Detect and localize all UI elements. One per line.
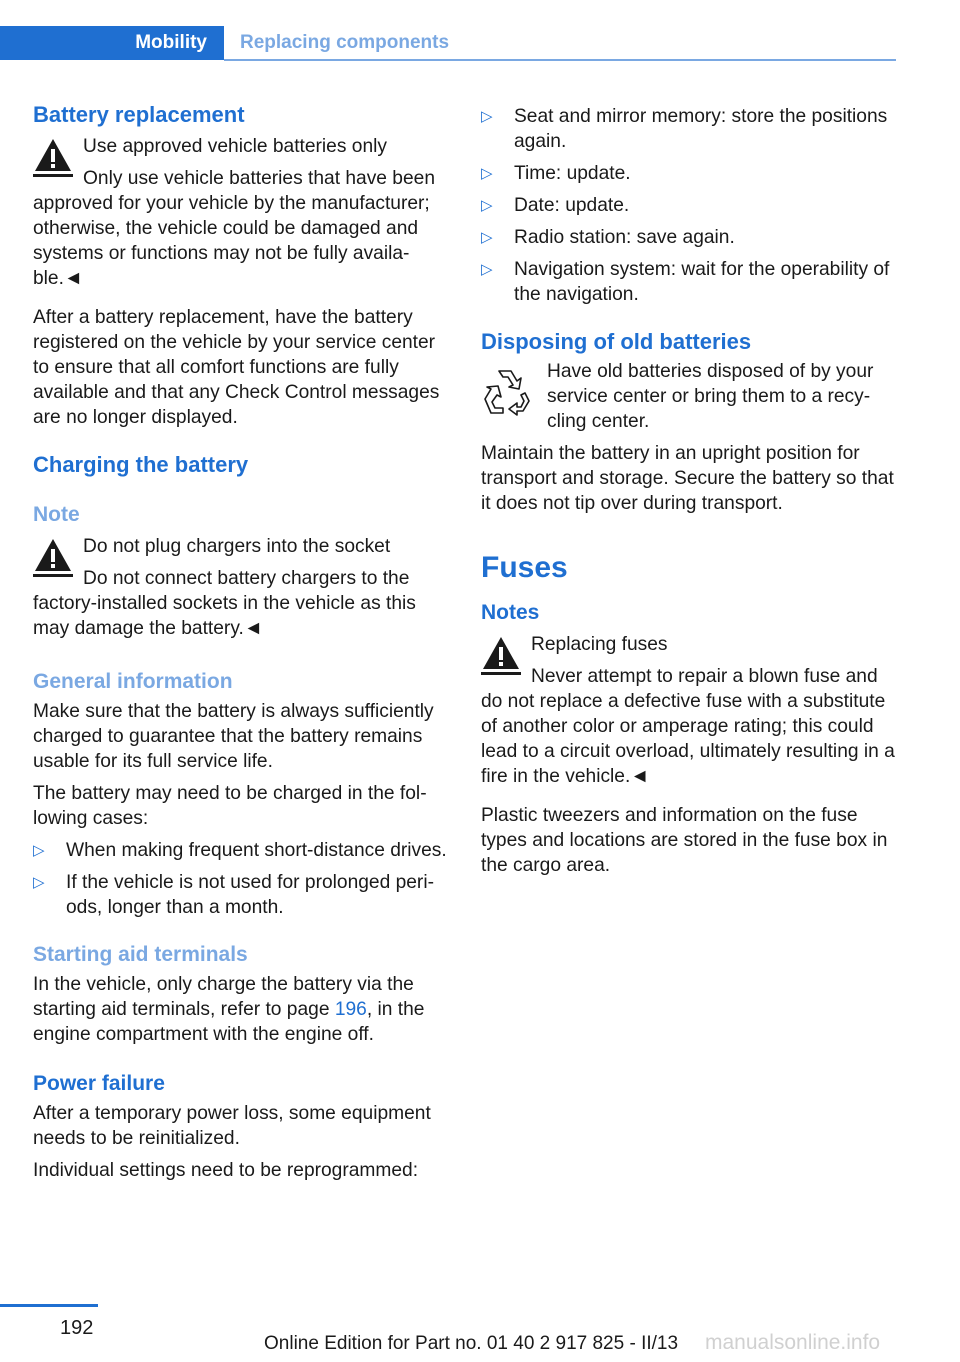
list-item-text: Seat and mirror memory: store the positions again. xyxy=(514,106,888,152)
reprogram-intro: Individual settings need to be reprogrammed: xyxy=(33,1160,419,1181)
heading-charging-battery: Charging the battery xyxy=(33,452,249,477)
warning-title: Replacing fuses xyxy=(531,634,668,655)
triangle-bullet-icon: ▷ xyxy=(481,261,493,278)
battery-registration-text: After a battery replacement, have the battery registered on the vehicle by your service center to ensure that all comfort functions are fully available and that any Check Control messages are no longer displayed. xyxy=(33,307,440,428)
list-item-text: Radio station: save again. xyxy=(514,227,735,248)
page-number: 192 xyxy=(60,1317,94,1339)
heading-note: Note xyxy=(33,503,80,526)
heading-starting-aid-terminals: Starting aid terminals xyxy=(33,943,248,966)
list-item xyxy=(33,838,451,863)
heading-fuses: Fuses xyxy=(481,551,568,584)
heading-notes: Notes xyxy=(481,601,540,624)
warning-triangle-icon xyxy=(33,135,73,177)
running-header xyxy=(0,26,896,62)
warning-triangle-icon xyxy=(481,633,521,675)
section-tab-mobility xyxy=(0,26,224,60)
list-item-text: Time: update. xyxy=(514,163,631,184)
fuses-body: Plastic tweezers and information on the fuse types and locations are stored in the fuse box in the cargo area. xyxy=(481,805,888,876)
warning-body: Never attempt to repair a blown fuse and do not replace a defective fuse with a substitute of another color or amperage rating; this could lead to a circuit overload, ultimately resulting in a fire in the vehicle.◄ xyxy=(481,666,895,787)
triangle-bullet-icon: ▷ xyxy=(481,165,493,182)
list-item-text: When making frequent short-distance drives. xyxy=(66,840,447,861)
right-column xyxy=(481,104,899,878)
warning-triangle-icon xyxy=(33,535,73,577)
starting-aid-text xyxy=(33,972,451,1047)
watermark: manualsonline.info xyxy=(705,1331,881,1354)
list-item xyxy=(481,161,899,186)
recycling-note-text: Have old batteries disposed of by your service center or bring them to a recy‐cling center. xyxy=(547,361,874,432)
list-item-text: Date: update. xyxy=(514,195,630,216)
list-item xyxy=(481,104,899,154)
list-item xyxy=(33,870,451,920)
recycling-note xyxy=(481,359,899,434)
header-rule xyxy=(224,59,896,61)
heading-battery-replacement: Battery replacement xyxy=(33,102,245,127)
recycling-icon xyxy=(481,365,533,417)
reprogram-list xyxy=(481,104,899,307)
left-column xyxy=(33,100,451,1183)
triangle-bullet-icon: ▷ xyxy=(481,108,493,125)
list-item xyxy=(481,193,899,218)
triangle-bullet-icon: ▷ xyxy=(33,874,45,891)
page-reference-link[interactable]: 196 xyxy=(334,999,367,1020)
chapter-label: Replacing components xyxy=(240,32,450,53)
warning-title: Do not plug chargers into the socket xyxy=(83,536,391,557)
charging-cases-intro: The battery may need to be charged in the fol‐lowing cases: xyxy=(33,783,427,829)
list-item-text: If the vehicle is not used for prolonged peri‐ods, longer than a month. xyxy=(66,872,434,918)
warning-body-first: Only use vehicle batteries that have been approved for your vehicle by the manufacturer; otherwise, the vehicle could be damaged and systems or functions may not be fully availa‐ble.◄ xyxy=(33,168,435,289)
starting-aid-text-after: , in the engine compartment with the engine off. xyxy=(33,999,425,1045)
heading-disposing-batteries: Disposing of old batteries xyxy=(481,329,752,354)
edition-note: Online Edition for Part no. 01 40 2 917 825 - II/13 xyxy=(264,1333,679,1354)
charging-cases-list xyxy=(33,838,451,920)
starting-aid-text-before: In the vehicle, only charge the battery via the starting aid terminals, refer to page xyxy=(33,974,414,1020)
triangle-bullet-icon: ▷ xyxy=(481,197,493,214)
section-label: Mobility xyxy=(135,32,207,53)
triangle-bullet-icon: ▷ xyxy=(33,842,45,859)
general-info-text: Make sure that the battery is always sufficiently charged to guarantee that the battery remains usable for its full service life. xyxy=(33,701,434,772)
power-failure-text: After a temporary power loss, some equipment needs to be reinitialized. xyxy=(33,1103,431,1149)
disposing-body: Maintain the battery in an upright position for transport and storage. Secure the battery so that it does not tip over during transport. xyxy=(481,443,894,514)
warning-body: Do not connect battery chargers to the factory-installed sockets in the vehicle as this may damage the battery.◄ xyxy=(33,568,416,639)
heading-general-information: General information xyxy=(33,670,233,693)
footer-rule xyxy=(0,1304,98,1307)
warning-chargers-socket xyxy=(33,534,451,641)
warning-replacing-fuses xyxy=(481,632,899,789)
list-item-text: Navigation system: wait for the operability of the navigation. xyxy=(514,259,890,305)
warning-approved-batteries xyxy=(33,134,451,291)
list-item xyxy=(481,257,899,307)
heading-power-failure: Power failure xyxy=(33,1072,165,1095)
warning-title: Use approved vehicle batteries only xyxy=(83,136,387,157)
list-item xyxy=(481,225,899,250)
triangle-bullet-icon: ▷ xyxy=(481,229,493,246)
